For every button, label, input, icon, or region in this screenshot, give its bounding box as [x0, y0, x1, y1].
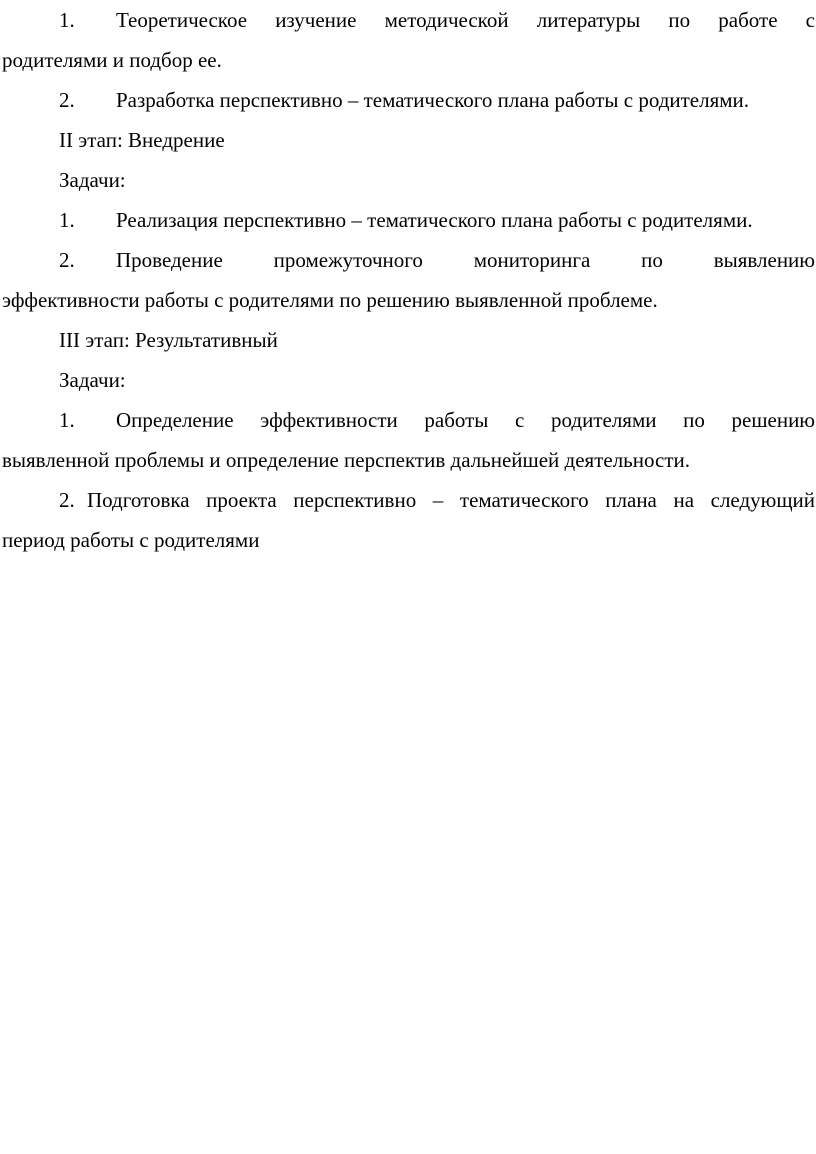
list-item-number: 1.: [59, 208, 75, 232]
list-item-continuation: период работы с родителями: [2, 528, 260, 552]
tasks-label: Задачи:: [59, 168, 126, 192]
tasks-label: Задачи:: [59, 368, 126, 392]
stage-heading: II этап: Внедрение: [59, 128, 225, 152]
list-item-number: 1.: [59, 408, 75, 432]
list-item: [2, 80, 815, 120]
list-item-continuation: выявленной проблемы и определение перспектив дальнейшей деятельности.: [2, 448, 690, 472]
list-item-text: Определение эффективности работы с родителями по решению: [116, 408, 815, 432]
list-item-first-line: [2, 240, 815, 280]
list-item-continuation: родителями и подбор ее.: [2, 48, 222, 72]
list-item-number: 2.: [59, 88, 75, 112]
list-item: [2, 240, 815, 320]
list-item: [2, 400, 815, 480]
list-item-text: Разработка перспективно – тематического плана работы с родителями.: [116, 88, 750, 112]
list-item-number: 2.: [59, 488, 75, 512]
list-item-first-line: [2, 480, 815, 520]
list-item: [2, 0, 815, 80]
document-body: [2, 0, 815, 560]
list-item-text: Реализация перспективно – тематического плана работы с родителями.: [116, 208, 753, 232]
list-item-first-line: [2, 0, 815, 40]
list-item-text: Теоретическое изучение методической литературы по работе с: [116, 8, 815, 32]
list-item: [2, 480, 815, 560]
list-item: [2, 200, 815, 240]
list-item-first-line: [2, 400, 815, 440]
stage-heading: III этап: Результативный: [59, 328, 278, 352]
list-item-number: 1.: [59, 8, 75, 32]
list-item-text: Подготовка проекта перспективно – тематического плана на следующий: [87, 488, 815, 512]
list-item-text: Проведение промежуточного мониторинга по выявлению: [116, 248, 815, 272]
list-item-continuation: эффективности работы с родителями по решению выявленной проблеме.: [2, 288, 658, 312]
list-item-number: 2.: [59, 248, 75, 272]
